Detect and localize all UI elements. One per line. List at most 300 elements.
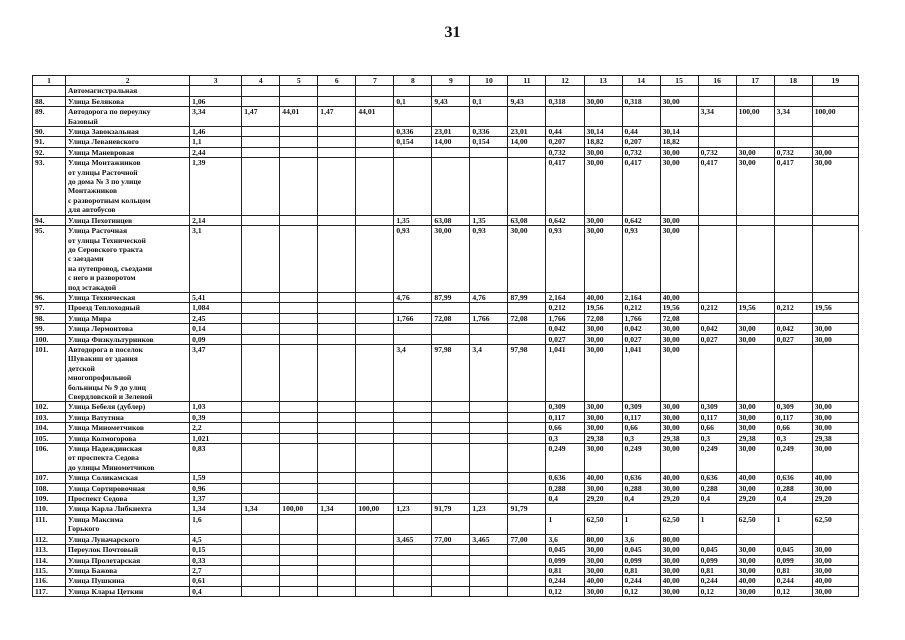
value-cell [242, 555, 280, 565]
column-number-cell: 19 [812, 76, 858, 86]
value-cell: 30,00 [660, 402, 698, 412]
value-cell [356, 127, 394, 137]
value-cell: 30,00 [660, 444, 698, 473]
value-cell: 1,59 [190, 473, 242, 483]
value-cell: 30,00 [736, 158, 774, 215]
table-row [33, 215, 859, 225]
value-cell [736, 344, 774, 401]
value-cell: 30,00 [812, 158, 858, 215]
table-row [33, 107, 859, 127]
value-cell: 30,00 [812, 545, 858, 555]
value-cell [318, 215, 356, 225]
value-cell: 2,164 [622, 292, 660, 302]
value-cell [812, 292, 858, 302]
value-cell [736, 226, 774, 293]
value-cell: 0,249 [774, 444, 812, 473]
table-row [33, 313, 859, 323]
value-cell: 30,00 [736, 423, 774, 433]
row-number-cell: 116. [33, 576, 66, 586]
value-cell: 30,00 [660, 586, 698, 596]
table-row [33, 147, 859, 157]
value-cell: 63,08 [432, 215, 470, 225]
value-cell [584, 107, 622, 127]
row-number-cell: 89. [33, 107, 66, 127]
value-cell: 0,81 [546, 565, 584, 575]
value-cell: 0,042 [774, 324, 812, 334]
value-cell: 2,7 [190, 565, 242, 575]
row-number-cell: 88. [33, 96, 66, 106]
value-cell: 87,99 [432, 292, 470, 302]
value-cell [470, 402, 508, 412]
value-cell: 0,099 [698, 555, 736, 565]
value-cell: 30,00 [812, 483, 858, 493]
value-cell: 40,00 [736, 576, 774, 586]
value-cell: 19,56 [660, 303, 698, 313]
value-cell [242, 565, 280, 575]
value-cell: 0,732 [622, 147, 660, 157]
value-cell [242, 545, 280, 555]
value-cell: 0,93 [394, 226, 432, 293]
value-cell [698, 137, 736, 147]
value-cell [508, 576, 546, 586]
value-cell: 0,207 [622, 137, 660, 147]
value-cell: 14,00 [432, 137, 470, 147]
value-cell: 63,08 [508, 215, 546, 225]
value-cell: 1,23 [470, 504, 508, 514]
value-cell [280, 313, 318, 323]
value-cell [280, 147, 318, 157]
value-cell [432, 576, 470, 586]
value-cell: 97,98 [508, 344, 546, 401]
value-cell [318, 292, 356, 302]
value-cell: 0,93 [546, 226, 584, 293]
value-cell [242, 586, 280, 596]
value-cell: 30,00 [584, 158, 622, 215]
value-cell [698, 534, 736, 544]
value-cell [394, 514, 432, 534]
value-cell: 0,636 [774, 473, 812, 483]
value-cell: 30,00 [660, 412, 698, 422]
value-cell [318, 137, 356, 147]
value-cell: 0,027 [698, 334, 736, 344]
value-cell [660, 86, 698, 96]
value-cell: 40,00 [660, 473, 698, 483]
value-cell: 0,212 [546, 303, 584, 313]
row-number-cell: 105. [33, 433, 66, 443]
value-cell: 30,00 [812, 555, 858, 565]
value-cell: 91,79 [508, 504, 546, 514]
value-cell: 87,99 [508, 292, 546, 302]
value-cell: 3,1 [190, 226, 242, 293]
row-number-cell: 102. [33, 402, 66, 412]
value-cell [470, 494, 508, 504]
value-cell [508, 324, 546, 334]
value-cell: 30,00 [584, 423, 622, 433]
value-cell [356, 324, 394, 334]
column-number-cell: 3 [190, 76, 242, 86]
value-cell: 97,98 [432, 344, 470, 401]
street-name-cell: Улица Техническая [66, 292, 190, 302]
value-cell: 0,1 [470, 96, 508, 106]
value-cell: 0,83 [190, 444, 242, 473]
value-cell [318, 555, 356, 565]
value-cell: 3,465 [470, 534, 508, 544]
value-cell: 3,4 [394, 344, 432, 401]
value-cell: 30,00 [584, 147, 622, 157]
value-cell [660, 107, 698, 127]
value-cell: 1,766 [470, 313, 508, 323]
value-cell [280, 344, 318, 401]
value-cell: 29,20 [660, 494, 698, 504]
row-number-cell: 97. [33, 303, 66, 313]
value-cell [394, 423, 432, 433]
value-cell: 0,3 [622, 433, 660, 443]
value-cell: 30,00 [584, 96, 622, 106]
value-cell: 30,00 [736, 412, 774, 422]
value-cell [584, 504, 622, 514]
value-cell [394, 545, 432, 555]
row-number-cell: 92. [33, 147, 66, 157]
value-cell: 3,47 [190, 344, 242, 401]
value-cell [470, 303, 508, 313]
value-cell: 0,44 [622, 127, 660, 137]
street-name-cell: Улица Бебеля (дублер) [66, 402, 190, 412]
value-cell [698, 226, 736, 293]
value-cell [508, 86, 546, 96]
value-cell: 2,2 [190, 423, 242, 433]
value-cell: 0,4 [774, 494, 812, 504]
value-cell [356, 215, 394, 225]
value-cell [242, 158, 280, 215]
table-row [33, 158, 859, 215]
column-number-cell: 2 [66, 76, 190, 86]
value-cell: 23,01 [432, 127, 470, 137]
value-cell: 80,00 [660, 534, 698, 544]
value-cell: 0,636 [698, 473, 736, 483]
table-row [33, 545, 859, 555]
value-cell: 0,66 [774, 423, 812, 433]
table-row [33, 483, 859, 493]
value-cell [774, 127, 812, 137]
value-cell [318, 226, 356, 293]
street-name-cell: Улица Пролетарская [66, 555, 190, 565]
value-cell: 1,021 [190, 433, 242, 443]
data-table [32, 75, 859, 597]
value-cell: 1 [774, 514, 812, 534]
value-cell [242, 423, 280, 433]
value-cell [470, 324, 508, 334]
value-cell [394, 433, 432, 443]
column-number-cell: 18 [774, 76, 812, 86]
value-cell [318, 483, 356, 493]
value-cell: 0,4 [698, 494, 736, 504]
value-cell [280, 483, 318, 493]
value-cell: 0,44 [546, 127, 584, 137]
value-cell [318, 158, 356, 215]
value-cell: 0,81 [774, 565, 812, 575]
value-cell: 4,76 [394, 292, 432, 302]
value-cell [470, 412, 508, 422]
value-cell: 0,212 [774, 303, 812, 313]
table-row [33, 423, 859, 433]
street-name-cell: Улица Минометчиков [66, 423, 190, 433]
value-cell [394, 86, 432, 96]
column-number-cell: 9 [432, 76, 470, 86]
value-cell: 3,6 [546, 534, 584, 544]
value-cell [812, 215, 858, 225]
value-cell: 29,20 [736, 494, 774, 504]
column-number-cell: 11 [508, 76, 546, 86]
value-cell: 30,00 [584, 226, 622, 293]
street-name-cell: Автомагистральная [66, 86, 190, 96]
value-cell: 0,417 [698, 158, 736, 215]
value-cell: 30,00 [660, 565, 698, 575]
value-cell [546, 504, 584, 514]
value-cell: 0,636 [622, 473, 660, 483]
value-cell: 0,12 [546, 586, 584, 596]
row-number-cell: 107. [33, 473, 66, 483]
value-cell: 0,1 [394, 96, 432, 106]
value-cell [318, 534, 356, 544]
value-cell [356, 545, 394, 555]
value-cell: 100,00 [812, 107, 858, 127]
value-cell: 0,212 [698, 303, 736, 313]
value-cell: 29,38 [812, 433, 858, 443]
value-cell: 30,00 [584, 334, 622, 344]
value-cell: 30,00 [812, 324, 858, 334]
value-cell [356, 576, 394, 586]
street-name-cell: Улица Пехотинцев [66, 215, 190, 225]
value-cell: 0,099 [774, 555, 812, 565]
row-number-cell: 108. [33, 483, 66, 493]
street-name-cell: Улица Бажова [66, 565, 190, 575]
value-cell: 0,15 [190, 545, 242, 555]
value-cell [432, 86, 470, 96]
value-cell: 0,288 [774, 483, 812, 493]
value-cell [356, 147, 394, 157]
value-cell [432, 158, 470, 215]
value-cell: 0,244 [546, 576, 584, 586]
value-cell: 0,212 [622, 303, 660, 313]
table-row [33, 127, 859, 137]
column-number-cell: 7 [356, 76, 394, 86]
value-cell [812, 504, 858, 514]
value-cell: 0,117 [774, 412, 812, 422]
value-cell: 1,766 [622, 313, 660, 323]
value-cell [508, 147, 546, 157]
value-cell: 40,00 [812, 473, 858, 483]
value-cell [698, 504, 736, 514]
value-cell: 19,56 [736, 303, 774, 313]
street-name-cell: Улица Завокзальная [66, 127, 190, 137]
value-cell [774, 96, 812, 106]
page-number: 31 [444, 24, 461, 41]
value-cell: 1 [546, 514, 584, 534]
value-cell [242, 215, 280, 225]
value-cell [736, 215, 774, 225]
value-cell: 0,045 [546, 545, 584, 555]
table-row [33, 96, 859, 106]
value-cell [622, 504, 660, 514]
value-cell: 40,00 [584, 292, 622, 302]
value-cell [394, 576, 432, 586]
value-cell [432, 545, 470, 555]
value-cell [394, 555, 432, 565]
row-number-cell: 113. [33, 545, 66, 555]
value-cell [318, 324, 356, 334]
value-cell [774, 534, 812, 544]
value-cell [470, 107, 508, 127]
value-cell [812, 344, 858, 401]
value-cell: 30,00 [736, 334, 774, 344]
value-cell: 0,93 [622, 226, 660, 293]
value-cell [356, 334, 394, 344]
value-cell: 0,61 [190, 576, 242, 586]
value-cell [736, 96, 774, 106]
value-cell [242, 576, 280, 586]
value-cell [242, 444, 280, 473]
value-cell: 30,00 [584, 444, 622, 473]
value-cell: 0,207 [546, 137, 584, 147]
value-cell [280, 534, 318, 544]
value-cell [736, 534, 774, 544]
value-cell [812, 96, 858, 106]
table-row [33, 473, 859, 483]
value-cell [356, 433, 394, 443]
row-number-cell: 101. [33, 344, 66, 401]
street-name-cell: Улица Соликамская [66, 473, 190, 483]
value-cell [508, 473, 546, 483]
column-number-cell: 10 [470, 76, 508, 86]
value-cell [280, 127, 318, 137]
value-cell: 30,00 [736, 565, 774, 575]
street-name-cell: Улица Расточная от улицы Технической до Серовского тракта с заездами на путепровод, съездами с него и разворотом под эстакадой [66, 226, 190, 293]
value-cell [280, 412, 318, 422]
value-cell [432, 303, 470, 313]
value-cell [242, 433, 280, 443]
value-cell: 1,37 [190, 494, 242, 504]
value-cell [736, 504, 774, 514]
value-cell: 0,81 [698, 565, 736, 575]
value-cell [356, 412, 394, 422]
value-cell [242, 473, 280, 483]
value-cell [318, 576, 356, 586]
value-cell [242, 324, 280, 334]
value-cell [394, 412, 432, 422]
row-number-cell: 109. [33, 494, 66, 504]
column-number-cell: 8 [394, 76, 432, 86]
value-cell [356, 565, 394, 575]
value-cell [280, 158, 318, 215]
street-name-cell: Улица Надеждинская от проспекта Седова до улицы Минометчиков [66, 444, 190, 473]
value-cell [432, 334, 470, 344]
street-name-cell: Автодорога по переулку Базовый [66, 107, 190, 127]
street-name-cell: Автодорога в поселок Шувакиш от здания детской многопрофильной больницы № 9 до улиц Свердловской и Зеленой [66, 344, 190, 401]
value-cell [394, 107, 432, 127]
row-number-cell: 90. [33, 127, 66, 137]
value-cell: 0,4 [546, 494, 584, 504]
value-cell: 91,79 [432, 504, 470, 514]
street-name-cell: Улица Пушкина [66, 576, 190, 586]
value-cell [508, 107, 546, 127]
value-cell: 0,12 [698, 586, 736, 596]
value-cell [280, 514, 318, 534]
value-cell: 0,417 [546, 158, 584, 215]
value-cell: 0,732 [698, 147, 736, 157]
value-cell: 100,00 [736, 107, 774, 127]
value-cell: 0,12 [774, 586, 812, 596]
value-cell: 0,318 [546, 96, 584, 106]
value-cell [432, 494, 470, 504]
value-cell: 80,00 [584, 534, 622, 544]
value-cell [470, 514, 508, 534]
row-number-cell: 100. [33, 334, 66, 344]
value-cell [318, 473, 356, 483]
value-cell [470, 555, 508, 565]
value-cell [508, 412, 546, 422]
value-cell: 0,042 [698, 324, 736, 334]
value-cell: 0,93 [470, 226, 508, 293]
value-cell [318, 303, 356, 313]
table-row [33, 412, 859, 422]
value-cell: 0,732 [774, 147, 812, 157]
value-cell: 40,00 [584, 576, 622, 586]
value-cell: 0,027 [546, 334, 584, 344]
value-cell [280, 215, 318, 225]
value-cell [356, 313, 394, 323]
value-cell: 29,38 [736, 433, 774, 443]
value-cell [660, 504, 698, 514]
value-cell [508, 444, 546, 473]
row-number-cell: 93. [33, 158, 66, 215]
value-cell: 0,14 [190, 324, 242, 334]
value-cell: 30,00 [584, 586, 622, 596]
street-name-cell: Улица Монтажников от улицы Расточной до дома № 3 по улице Монтажников с разворотным кольцом для автобусов [66, 158, 190, 215]
value-cell: 30,00 [660, 483, 698, 493]
value-cell [280, 303, 318, 313]
table-row [33, 137, 859, 147]
value-cell: 1,39 [190, 158, 242, 215]
value-cell: 0,099 [622, 555, 660, 565]
value-cell: 30,00 [736, 586, 774, 596]
row-number-cell: 98. [33, 313, 66, 323]
value-cell [242, 402, 280, 412]
value-cell [356, 344, 394, 401]
value-cell [470, 565, 508, 575]
value-cell [736, 292, 774, 302]
value-cell [470, 576, 508, 586]
value-cell [698, 313, 736, 323]
value-cell [508, 483, 546, 493]
value-cell [432, 147, 470, 157]
row-number-cell: 106. [33, 444, 66, 473]
value-cell: 2,44 [190, 147, 242, 157]
value-cell [774, 226, 812, 293]
value-cell [432, 473, 470, 483]
value-cell [508, 565, 546, 575]
value-cell: 72,08 [660, 313, 698, 323]
value-cell: 1,46 [190, 127, 242, 137]
column-number-cell: 6 [318, 76, 356, 86]
value-cell: 30,00 [812, 402, 858, 412]
street-name-cell: Улица Маневровая [66, 147, 190, 157]
value-cell [280, 444, 318, 473]
value-cell: 0,3 [774, 433, 812, 443]
value-cell [242, 137, 280, 147]
column-number-cell: 12 [546, 76, 584, 86]
value-cell: 30,00 [660, 555, 698, 565]
value-cell [736, 127, 774, 137]
